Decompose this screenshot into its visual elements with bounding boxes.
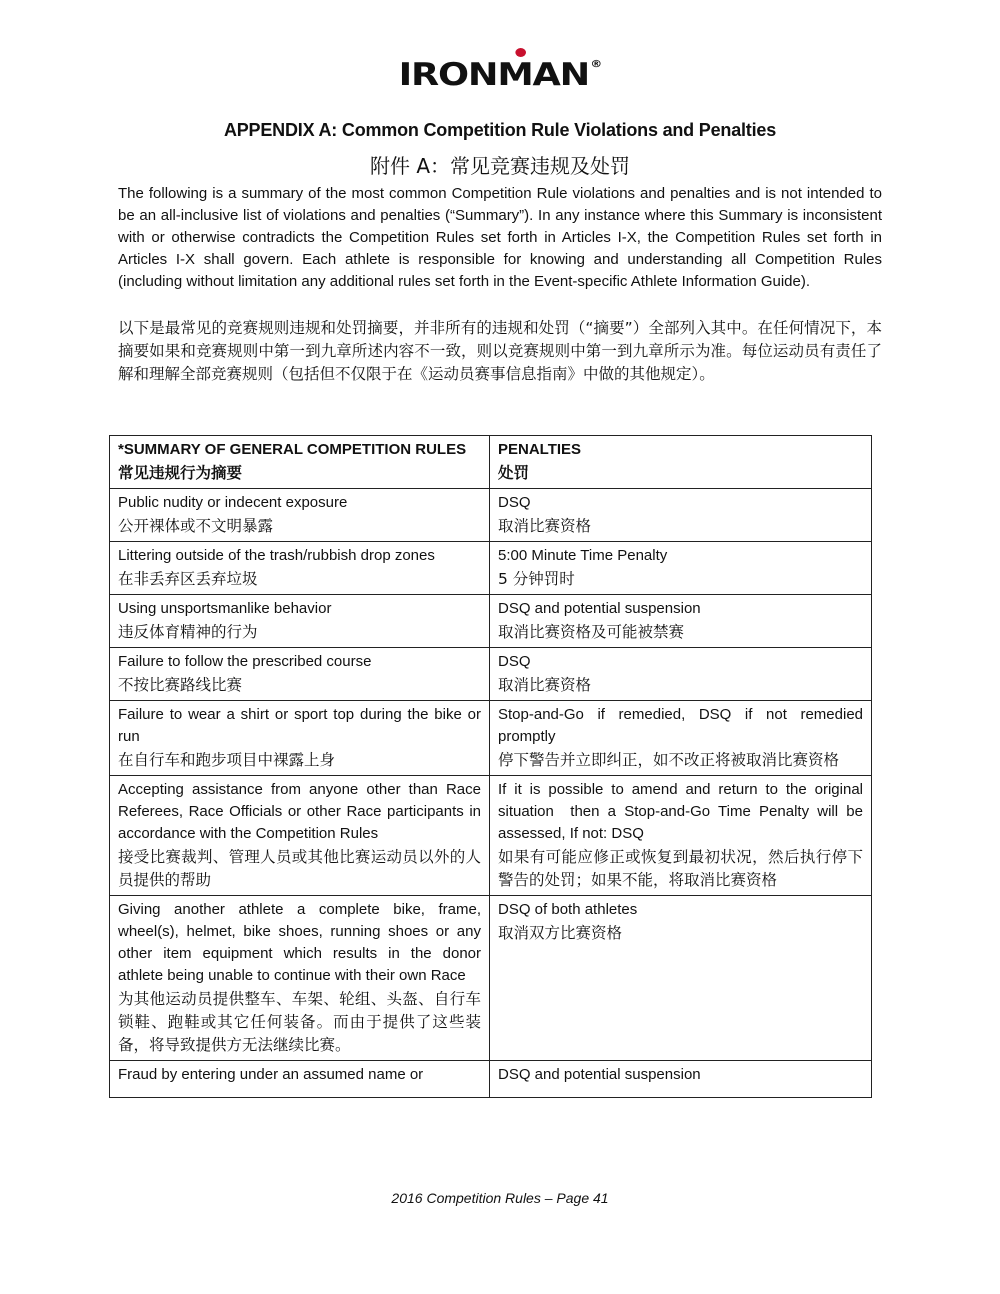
rule-en: Littering outside of the trash/rubbish drop zones [118,547,435,564]
rule-cell [110,896,490,1061]
penalty-cell [490,542,872,595]
penalty-zh: 如果有可能应修正或恢复到最初状况，然后执行停下警告的处罚；如果不能，将取消比赛资格 [498,848,863,889]
rule-zh: 公开裸体或不文明暴露 [118,517,274,535]
logo-registered-mark: ® [590,59,602,70]
header-rule-cell [110,436,490,489]
rule-en: Giving another athlete a complete bike, frame, wheel(s), helmet, bike shoes, running shoes or any other item equipment which results in the donor athlete being unable to continue with their own Race [118,901,481,984]
header-rule-zh: 常见违规行为摘要 [118,464,243,482]
logo-text: IRONMAN [398,57,590,93]
ironman-logo [399,48,601,91]
penalty-en: Stop-and-Go if remedied, DSQ if not remedied promptly [498,706,863,745]
penalty-en: DSQ of both athletes [498,901,638,918]
penalty-zh: 取消比赛资格 [498,676,592,694]
penalty-cell [490,701,872,776]
appendix-title-en: APPENDIX A: Common Competition Rule Violations and Penalties [223,120,777,140]
rule-en: Failure to follow the prescribed course [118,653,372,670]
violations-table [109,435,872,1098]
rule-zh: 在自行车和跑步项目中裸露上身 [118,751,336,769]
rule-en: Public nudity or indecent exposure [118,494,348,511]
logo-dot-icon [515,48,526,57]
rule-en: Using unsportsmanlike behavior [118,600,332,617]
header-penalty-zh: 处罚 [498,464,530,482]
rule-en: Failure to wear a shirt or sport top during the bike or run [118,706,481,745]
rule-zh: 不按比赛路线比赛 [118,676,243,694]
rule-cell [110,595,490,648]
penalty-cell [490,1061,872,1098]
penalty-en: 5:00 Minute Time Penalty [498,547,668,564]
penalty-cell [490,595,872,648]
penalty-en: DSQ and potential suspension [498,600,701,617]
penalty-cell [490,776,872,896]
penalty-en: DSQ and potential suspension [498,1066,701,1083]
header-penalty-cell [490,436,872,489]
rule-cell [110,701,490,776]
penalty-en: If it is possible to amend and return to the original situation then a Stop-and-Go Time Penalty will be assessed, If not: DSQ [498,781,868,842]
table-row [110,489,872,542]
penalty-zh: 取消双方比赛资格 [498,924,623,942]
page-footer: 2016 Competition Rules – Page 41 [391,1190,609,1206]
table-row [110,701,872,776]
logo-container [0,48,1000,91]
intro-paragraph-en: The following is a summary of the most common Competition Rule violations and penalties and is not intended to be an all-inclusive list of violations and penalties (“Summary”). In any instance where this Summary is inconsistent with or otherwise contradicts the Competition Rules set forth in Articles I-X, the Competition Rules set forth in Articles I-X shall govern. Each athlete is responsible for knowing and understanding all Competition Rules (including without limitation any additional rules set forth in the Event-specific Athlete Information Guide). [118,185,882,290]
rule-zh: 接受比赛裁判、管理人员或其他比赛运动员以外的人员提供的帮助 [118,848,481,889]
penalty-zh: 取消比赛资格 [498,517,592,535]
table-row [110,648,872,701]
appendix-title-zh: 附件 A：常见竞赛违规及处罚 [369,154,631,178]
rule-zh: 在非丢弃区丢弃垃圾 [118,570,258,588]
table-row [110,595,872,648]
table-row [110,896,872,1061]
penalty-cell [490,648,872,701]
table-row [110,776,872,896]
intro-paragraph-zh: 以下是最常见的竞赛规则违规和处罚摘要，并非所有的违规和处罚（“摘要”）全部列入其中。在任何情况下，本摘要如果和竞赛规则中第一到九章所述内容不一致，则以竞赛规则中第一到九章所示为准。每位运动员有责任了解和理解全部竞赛规则（包括但不仅限于在《运动员赛事信息指南》中做的其他规定）。 [118,319,882,383]
penalty-zh: 停下警告并立即纠正，如不改正将被取消比赛资格 [498,751,840,769]
rule-zh: 为其他运动员提供整车、车架、轮组、头盔、自行车锁鞋、跑鞋或其它任何装备。而由于提供了这些装备，将导致提供方无法继续比赛。 [118,990,481,1054]
rule-cell [110,542,490,595]
rule-en: Fraud by entering under an assumed name or [118,1066,424,1083]
table-header-row [110,436,872,489]
penalty-en: DSQ [498,494,531,511]
rule-cell [110,648,490,701]
penalty-zh: 5 分钟罚时 [498,570,575,588]
header-penalty-en: PENALTIES [498,441,582,458]
penalty-zh: 取消比赛资格及可能被禁赛 [498,623,685,641]
rule-cell [110,489,490,542]
rule-zh: 违反体育精神的行为 [118,623,258,641]
table-row [110,1061,872,1098]
rule-cell [110,1061,490,1098]
rule-cell [110,776,490,896]
table-row [110,542,872,595]
penalty-cell [490,489,872,542]
header-rule-en: *SUMMARY OF GENERAL COMPETITION RULES [118,441,467,458]
penalty-en: DSQ [498,653,531,670]
rule-en: Accepting assistance from anyone other than Race Referees, Race Officials or other Race participants in accordance with the Competition Rules [118,781,481,842]
penalty-cell [490,896,872,1061]
